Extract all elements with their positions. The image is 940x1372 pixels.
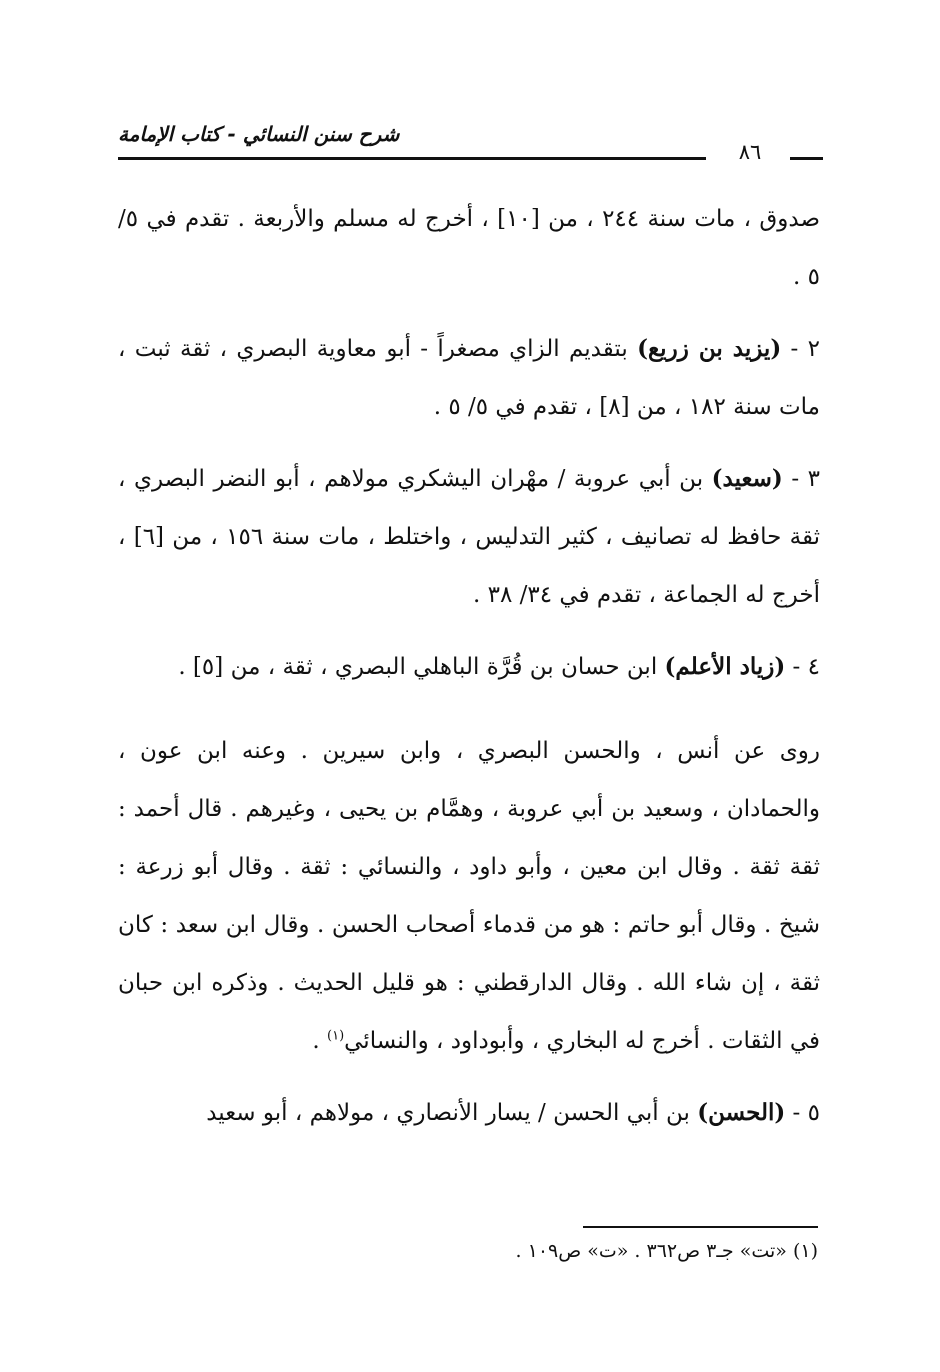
footnote-rule [583,1226,818,1228]
running-title: شرح سنن النسائي - كتاب الإمامة [118,122,400,146]
entry-2-text: بتقديم الزاي مصغراً - أبو معاوية البصري ، ثقة ثبت ، مات سنة ١٨٢ ، من [٨] ، تقدم في ٥/ ٥ . [118,336,820,420]
narrator-entry-2 [118,320,820,436]
entry-5-name: (الحسن) [697,1099,786,1126]
entry-4-text: ابن حسان بن قُرَّة الباهلي البصري ، ثقة ، من [٥] . [178,654,665,680]
entry-3-name: (سعيد) [711,465,783,492]
body-text [118,190,820,1142]
entry-2-name: (يزيد بن زريع) [637,335,782,362]
footnote-1: (١) «تت» جـ٣ ص٣٦٢ . «ت» ص١٠٩ . [515,1240,818,1262]
page-number: ٨٦ [738,140,762,164]
biography-paragraph [118,722,820,1070]
narrator-entry-5 [118,1084,820,1142]
header-rule [118,157,706,160]
paragraph-1 [118,190,820,306]
narrator-entry-3 [118,450,820,624]
narrator-entry-4 [118,638,820,696]
entry-3-text: بن أبي عروبة / مهْران اليشكري مولاهم ، أبو النضر البصري ، ثقة حافظ له تصانيف ، كثير التدليس ، واختلط ، مات سنة ١٥٦ ، من [٦] ، أخرج له الجماعة ، تقدم في ٣٤/ ٣٨ . [118,466,820,608]
entry-2-number: ٢ - [781,336,820,362]
entry-4-number: ٤ - [785,654,820,680]
footnote-reference[interactable]: (١) [327,1028,345,1044]
paragraph-1-text: صدوق ، مات سنة ٢٤٤ ، من [١٠] ، أخرج له مسلم والأربعة . تقدم في ٥/ ٥ . [118,206,820,290]
entry-5-number: ٥ - [785,1100,820,1126]
biography-end: . [312,1028,327,1054]
header-rule-short [790,157,823,160]
biography-text: روى عن أنس ، والحسن البصري ، وابن سيرين . وعنه ابن عون ، والحمادان ، وسعيد بن أبي عروبة ، وهمَّام بن يحيى ، وغيرهم . قال أحمد : ثقة ثقة . وقال ابن معين ، وأبو داود ، والنسائي : ثقة . وقال أبو زرعة : شيخ . وقال أبو حاتم : هو من قدماء أصحاب الحسن . وقال ابن سعد : كان ثقة ، إن شاء الله . وقال الدارقطني : هو قليل الحديث . وذكره ابن حبان في الثقات . أخرج له البخاري ، وأبوداود ، والنسائي [118,738,820,1054]
entry-4-name: (زياد الأعلم) [664,653,786,680]
entry-3-number: ٣ - [782,466,820,492]
entry-5-text: بن أبي الحسن / يسار الأنصاري ، مولاهم ، أبو سعيد [206,1100,698,1126]
